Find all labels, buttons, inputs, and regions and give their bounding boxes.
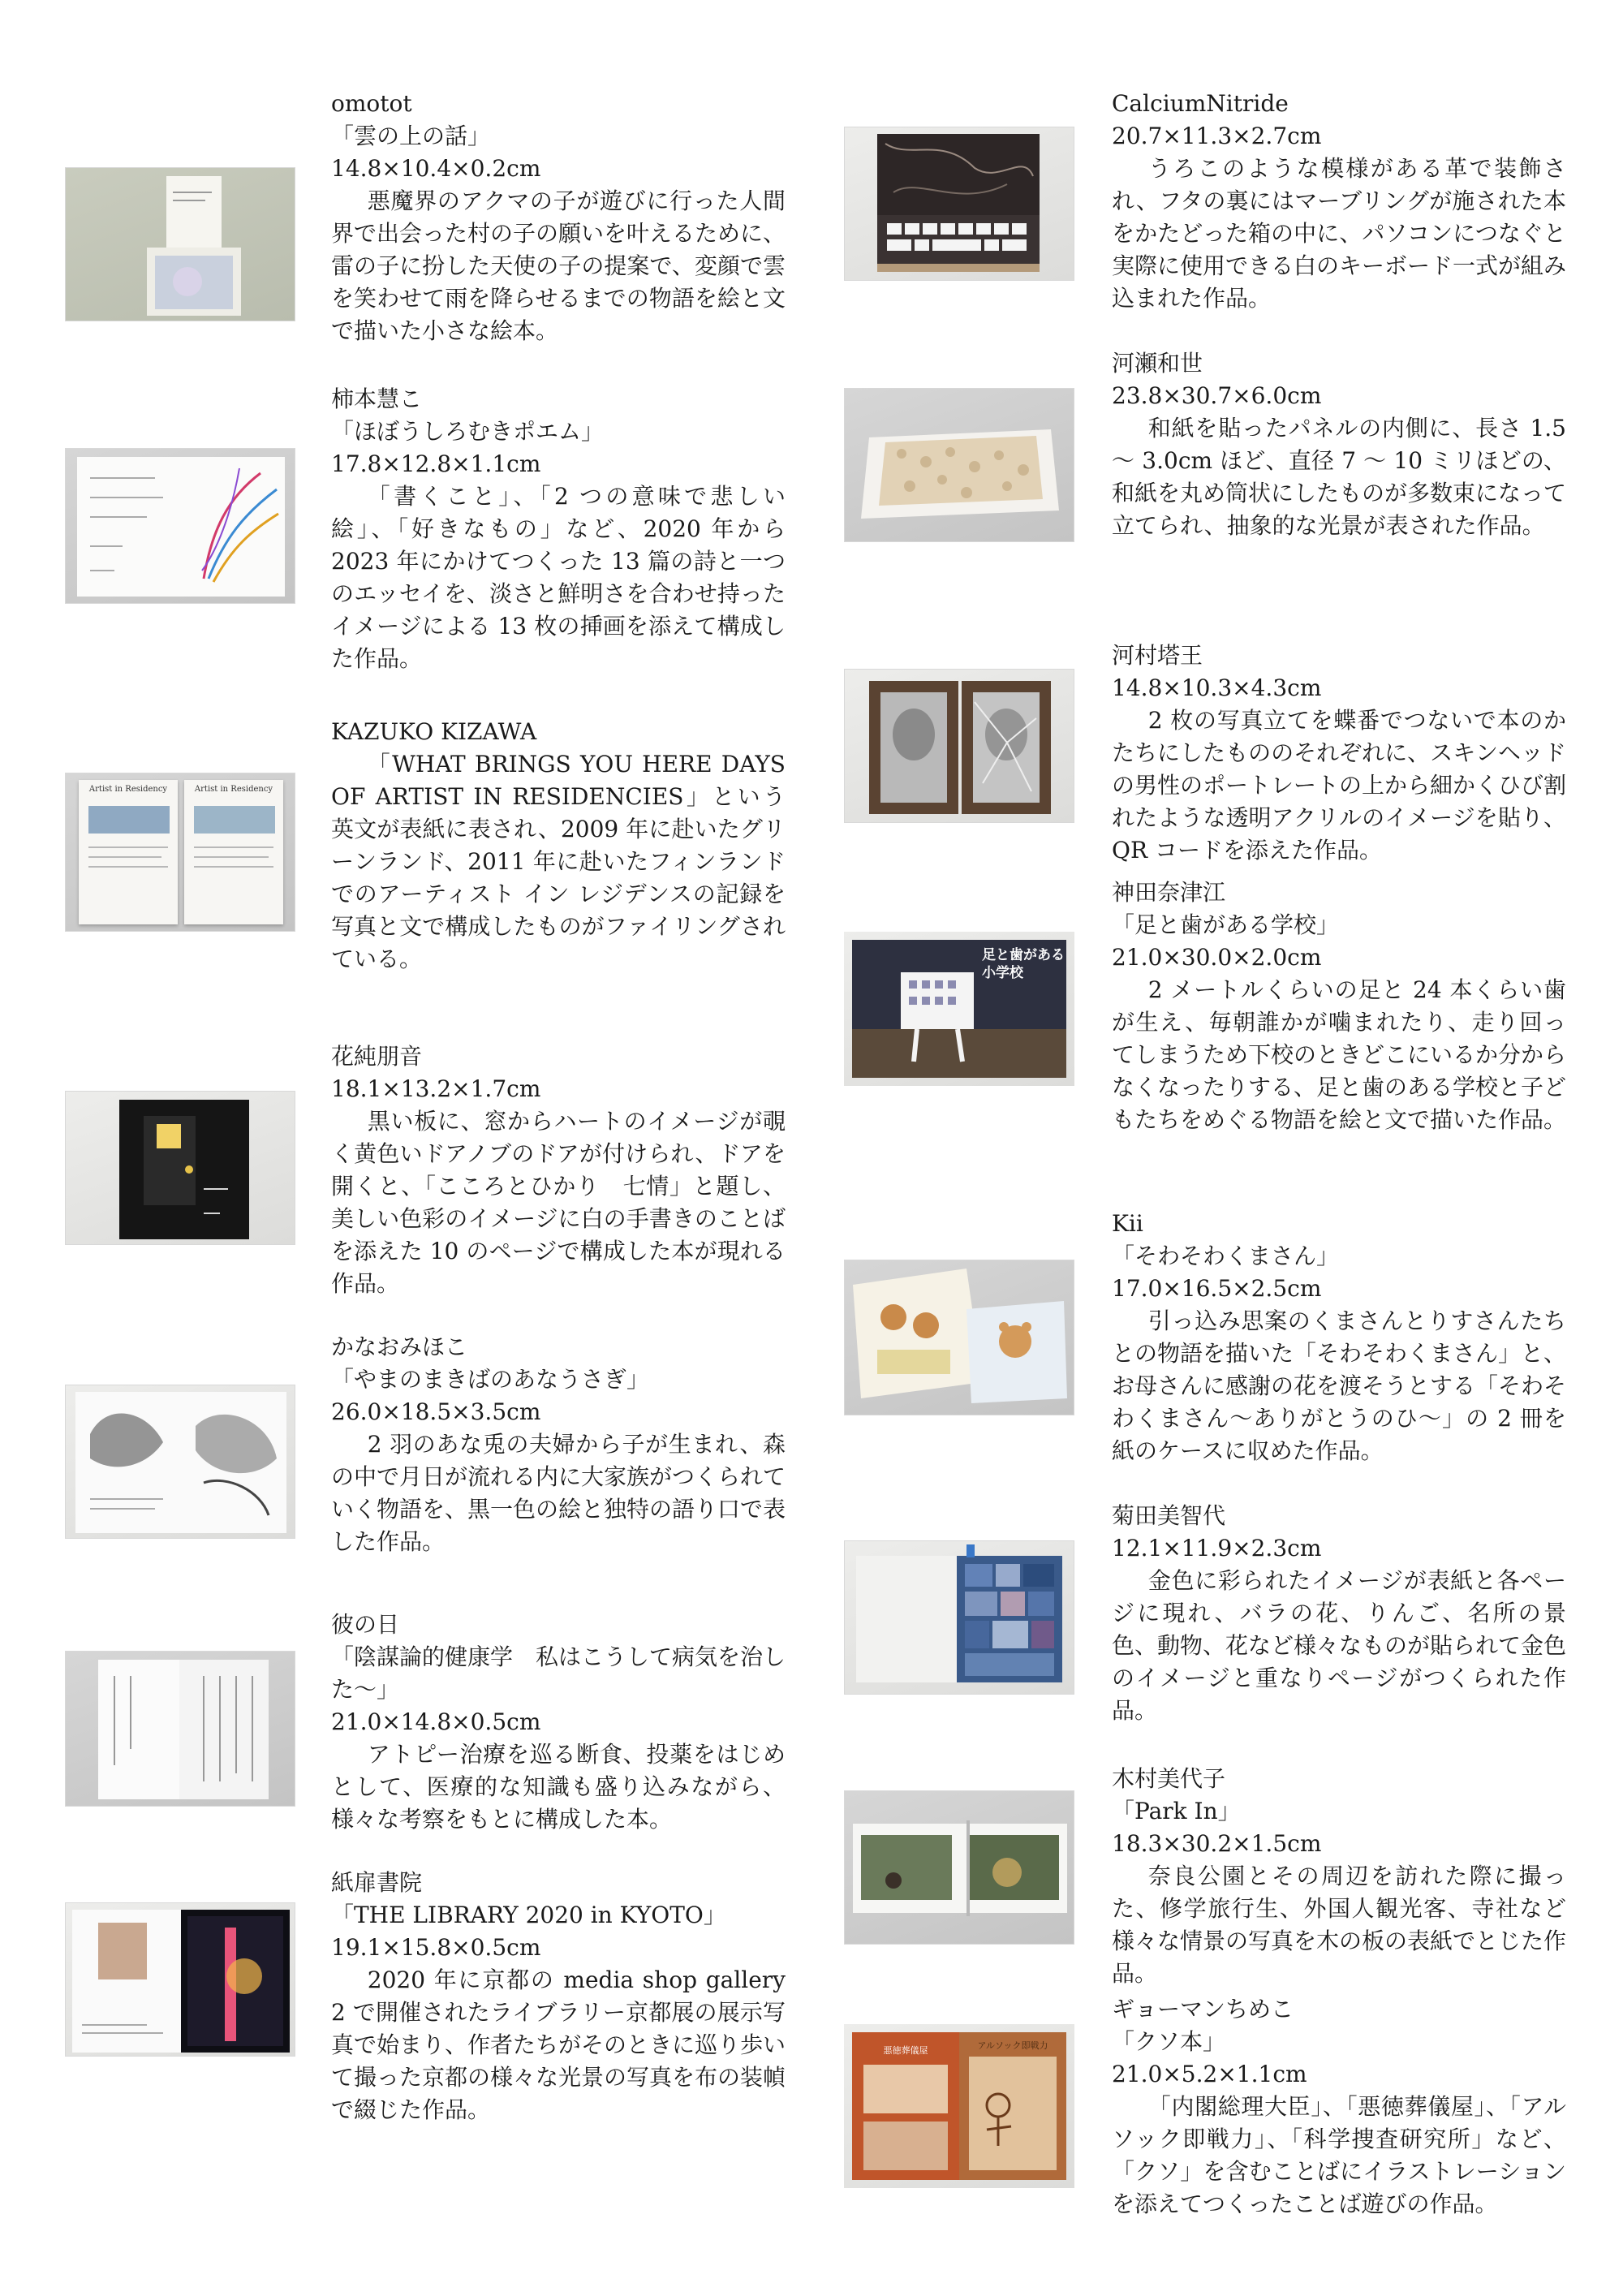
entry-text	[1112, 347, 1566, 542]
work-size: 14.8×10.4×0.2cm	[331, 155, 541, 182]
work-description: 金色に彩られたイメージが表紙と各ページに現れ、バラの花、りんご、名所の景色、動物、花など様々なものが貼られて金色のイメージと重なりページがつくられた作品。	[1112, 1567, 1567, 1724]
work-description: 悪魔界のアクマの子が遊びに行った人間界で出会った村の子の願いを叶えるために、雷の子に扮した天使の子の提案で、変顔で雲を笑わせて雨を降らせるまでの物語を絵と文で描いた小さな絵本。	[331, 187, 786, 344]
artist-name: KAZUKO KIZAWA	[331, 718, 537, 745]
work-title: 「ほぼうしろむきポエム」	[331, 418, 605, 445]
work-title: 「陰謀論的健康学 私はこうして病気を治した〜」	[331, 1643, 786, 1703]
artist-name: 花純朋音	[331, 1043, 423, 1070]
artist-name: 柿本慧こ	[331, 386, 423, 412]
entry-text	[1112, 1500, 1566, 1727]
artist-name: ギョーマンちめこ	[1112, 1996, 1294, 2022]
work-description: 引っ込み思案のくまさんとりすさんたちとの物語を描いた「そわそわくまさん」と、お母さんに感謝の花を渡そうとする「そわそわくまさん〜ありがとうのひ〜」の 2 冊を紙のケースに収めた作品。	[1112, 1307, 1567, 1464]
work-size: 20.7×11.3×2.7cm	[1112, 123, 1322, 149]
left-page-heading: 悪徳葬儀屋	[883, 2045, 928, 2056]
collage-book-icon	[845, 1541, 1074, 1695]
keyboard-box-icon	[845, 127, 1074, 281]
artwork-thumbnail	[844, 1540, 1074, 1695]
work-size: 21.0×14.8×0.5cm	[331, 1708, 541, 1735]
work-description: 「内閣総理大臣」、「悪徳葬儀屋」、「アルソック即戦力」、「科学捜査研究所」など、「クソ」を含むことばにイラストレーションを添えてつくったことば遊びの作品。	[1112, 2093, 1566, 2217]
work-description: 2 枚の写真立てを蝶番でつないで本のかたちにしたもののそれぞれに、スキンヘッドの男性のポートレートの上から細かくひび割れたような透明アクリルのイメージを貼り、QR コードを添えた作品。	[1112, 707, 1567, 864]
work-title: 「THE LIBRARY 2020 in KYOTO」	[331, 1902, 726, 1928]
artist-name: Kii	[1112, 1210, 1143, 1237]
photo-album-icon	[845, 1791, 1074, 1945]
artwork-thumbnail	[844, 388, 1074, 542]
work-description: 2 羽のあな兎の夫婦から子が生まれ、森の中で月日が流れる内に大家族がつくられていく物語を、黒一色の絵と独特の語り口で表した作品。	[331, 1431, 786, 1555]
work-description: 黒い板に、窓からハートのイメージが覗く黄色いドアノブのドアが付けられ、ドアを開くと、「こころとひかり 七情」と題し、美しい色彩のイメージに白の手書きのことばを添えた 10 のページで構成した本が現れる作品。	[331, 1108, 786, 1297]
artwork-thumbnail	[844, 127, 1074, 281]
entry-text	[1112, 88, 1566, 315]
work-size: 19.1×15.8×0.5cm	[331, 1934, 541, 1961]
artist-name: 河村塔王	[1112, 642, 1203, 669]
work-size: 14.8×10.3×4.3cm	[1112, 674, 1322, 701]
entry-text	[1112, 640, 1566, 867]
work-description: うろこのような模様がある革で装飾され、フタの裏にはマーブリングが施された本をかたどった箱の中に、パソコンにつなぐと実際に使用できる白のキーボード一式が組み込まれた作品。	[1112, 155, 1567, 312]
artwork-thumbnail	[844, 1260, 1074, 1415]
work-size: 21.0×30.0×2.0cm	[1112, 944, 1322, 971]
work-size: 23.8×30.7×6.0cm	[1112, 382, 1322, 409]
work-size: 17.0×16.5×2.5cm	[1112, 1275, 1322, 1302]
work-size: 12.1×11.9×2.3cm	[1112, 1535, 1322, 1562]
work-description: 和紙を貼ったパネルの内側に、長さ 1.5 〜 3.0cm ほど、直径 7 〜 10 ミリほどの、和紙を丸め筒状にしたものが多数束になって立てられ、抽象的な光景が表された作品。	[1112, 415, 1567, 539]
entry-text	[1112, 1208, 1566, 1467]
artist-name: 紙扉書院	[331, 1869, 423, 1896]
work-description: 奈良公園とその周辺を訪れた際に撮った、修学旅行生、外国人観光客、寺社など様々な情景の写真を木の板の表紙でとじた作品。	[1112, 1863, 1567, 1987]
bear-book-icon	[845, 1260, 1074, 1415]
work-description: 2 メートルくらいの足と 24 本くらい歯が生え、毎朝誰かが噛まれたり、走り回ってしまうため下校のときどこにいるか分からなくなったりする、足と歯のある学校と子どもたちをめぐる物語を絵と文で描いた作品。	[1112, 976, 1567, 1133]
artist-name: 神田奈津江	[1112, 879, 1226, 906]
artist-name: かなおみほこ	[331, 1333, 468, 1360]
cover-title-right: Artist in Residency	[194, 785, 273, 794]
work-title: 「足と歯がある学校」	[1112, 911, 1340, 938]
artwork-thumbnail	[844, 932, 1074, 1086]
right-page-heading: アルソック即戦力	[977, 2040, 1048, 2051]
work-size: 18.3×30.2×1.5cm	[1112, 1830, 1322, 1857]
work-description: アトピー治療を巡る断食、投薬をはじめとして、医療的な知識も盛り込みながら、様々な考察をもとに構成した本。	[331, 1741, 786, 1833]
work-title: 「Park In」	[1112, 1798, 1241, 1824]
work-size: 21.0×5.2×1.1cm	[1112, 2061, 1307, 2087]
work-size: 26.0×18.5×3.5cm	[331, 1398, 541, 1425]
artist-name: 河瀬和世	[1112, 350, 1203, 377]
entry-text	[1112, 1993, 1566, 2221]
work-title: 「そわそわくまさん」	[1112, 1243, 1340, 1269]
cover-title: 足と歯がある小学校	[982, 947, 1065, 981]
photo-frame-icon	[845, 670, 1074, 823]
artist-name: 彼の日	[331, 1611, 400, 1638]
cover-title-left: Artist in Residency	[88, 785, 168, 794]
entry-text	[1112, 877, 1566, 1136]
work-description: 2020 年に京都の media shop gallery 2 で開催されたライブラリー京都展の展示写真で始まり、作者たちがそのときに巡り歩いて撮った京都の様々な光景の写真を布の装幀で綴じた作品。	[331, 1966, 786, 2123]
artist-name: 木村美代子	[1112, 1765, 1226, 1792]
work-title: 「やまのまきばのあなうさぎ」	[331, 1366, 650, 1393]
artwork-thumbnail	[844, 669, 1074, 823]
artist-name: CalciumNitride	[1112, 90, 1289, 117]
work-size: 17.8×12.8×1.1cm	[331, 450, 541, 477]
entry-text	[1112, 1763, 1566, 1990]
artist-name: 菊田美智代	[1112, 1502, 1226, 1529]
artist-name: omotot	[331, 90, 412, 117]
work-title: 「クソ本」	[1112, 2028, 1226, 2055]
work-title: 「雲の上の話」	[331, 123, 491, 149]
artwork-thumbnail	[844, 2024, 1074, 2188]
work-size: 18.1×13.2×1.7cm	[331, 1075, 541, 1102]
work-description: 「書くこと」、「2 つの意味で悲しい絵」、「好きなもの」など、2020 年から 2023 年にかけてつくった 13 篇の詩と一つのエッセイを、淡さと鮮明さを合わせ持ったイメージによる 13 枚の挿画を添えて構成した作品。	[331, 483, 786, 672]
artwork-thumbnail	[844, 1790, 1074, 1945]
paper-panel-icon	[845, 389, 1074, 542]
work-description: 「WHAT BRINGS YOU HERE DAYS OF ARTIST IN RESIDENCIES」という英文が表紙に表され、2009 年に赴いたグリーンランド、2011 年に赴いたフィンランドでのアーティスト イン レジデンスの記録を写真と文で構成したものがファイリングされている。	[331, 751, 786, 972]
